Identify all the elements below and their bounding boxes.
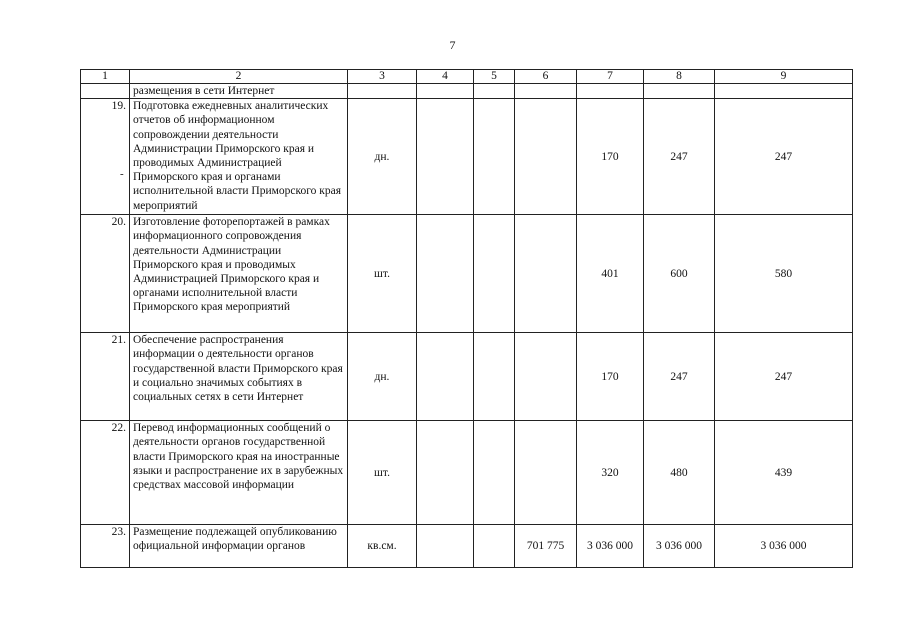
row-unit: шт. [348, 215, 417, 333]
row-col8: 3 036 000 [644, 525, 715, 568]
row-description: Изготовление фоторепортажей в рамках информационного сопровождения деятельности Администрации Приморского края и проводимых Администрацией Приморского края и органами исполнительной власти Приморского края мероприятий [130, 215, 348, 333]
row-col5 [474, 525, 515, 568]
header-row [81, 70, 853, 84]
row-col5 [474, 215, 515, 333]
row-col7: 170 [577, 333, 644, 421]
continuation-row [81, 84, 853, 99]
row-number: 19. [81, 99, 130, 215]
row-col4 [417, 525, 474, 568]
row-number: 20. [81, 215, 130, 333]
column-header: 6 [515, 70, 577, 84]
row-number: 22. [81, 421, 130, 525]
row-col7: 3 036 000 [577, 525, 644, 568]
column-header: 3 [348, 70, 417, 84]
column-header: 2 [130, 70, 348, 84]
page-number: 7 [449, 38, 456, 52]
column-header: 8 [644, 70, 715, 84]
row-col6 [515, 215, 577, 333]
row-description: Подготовка ежедневных аналитических отчетов об информационном сопровождении деятельности Администрации Приморского края и проводимых Администрацией Приморского края и органами исполнительной власти Приморского края мероприятий [130, 99, 348, 215]
row-col7: 401 [577, 215, 644, 333]
row-number: 21. [81, 333, 130, 421]
table-row [81, 215, 853, 333]
data-table [80, 69, 853, 568]
table-row [81, 333, 853, 421]
row-col4 [417, 215, 474, 333]
row-col4 [417, 333, 474, 421]
table-row [81, 421, 853, 525]
column-header: 4 [417, 70, 474, 84]
row-col9: 247 [715, 99, 853, 215]
row-col8: 480 [644, 421, 715, 525]
table-row [81, 525, 853, 568]
row-col9: 3 036 000 [715, 525, 853, 568]
row-col6: 701 775 [515, 525, 577, 568]
row-col5 [474, 99, 515, 215]
row-col7: 170 [577, 99, 644, 215]
row-col6 [515, 333, 577, 421]
table-row [81, 99, 853, 215]
column-header: 9 [715, 70, 853, 84]
row-description: Обеспечение распространения информации о деятельности органов государственной власти Приморского края и социально значимых событиях в социальных сетях в сети Интернет [130, 333, 348, 421]
stray-mark: - [120, 168, 124, 180]
row-col6 [515, 421, 577, 525]
row-col4 [417, 421, 474, 525]
row-col5 [474, 333, 515, 421]
row-unit: дн. [348, 333, 417, 421]
row-col9: 439 [715, 421, 853, 525]
row-col4 [417, 99, 474, 215]
row-unit: шт. [348, 421, 417, 525]
row-col8: 247 [644, 99, 715, 215]
row-col9: 580 [715, 215, 853, 333]
row-col6 [515, 99, 577, 215]
row-col5 [474, 421, 515, 525]
row-col8: 600 [644, 215, 715, 333]
row-col8: 247 [644, 333, 715, 421]
column-header: 7 [577, 70, 644, 84]
row-unit: кв.см. [348, 525, 417, 568]
column-header: 1 [81, 70, 130, 84]
row-description: Размещение подлежащей опубликованию официальной информации органов [130, 525, 348, 568]
column-header: 5 [474, 70, 515, 84]
row-number: 23. [81, 525, 130, 568]
row-description: Перевод информационных сообщений о деятельности органов государственной власти Приморского края на иностранные языки и распространение их в зарубежных средствах массовой информации [130, 421, 348, 525]
row-col7: 320 [577, 421, 644, 525]
row-col9: 247 [715, 333, 853, 421]
row-unit: дн. [348, 99, 417, 215]
continuation-text: размещения в сети Интернет [130, 84, 348, 99]
